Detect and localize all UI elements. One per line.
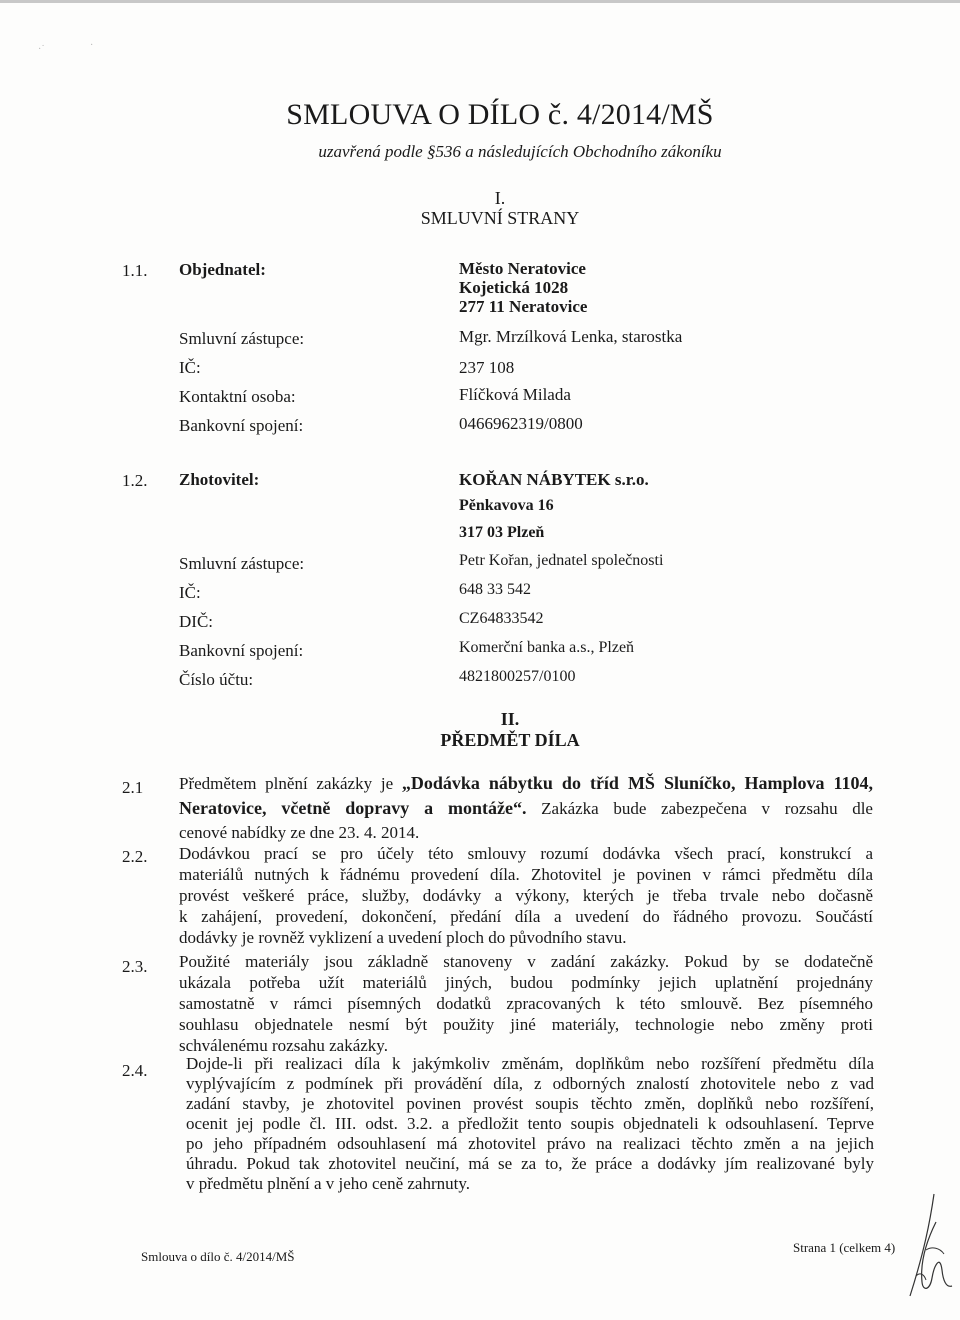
clause-line: dodávky je rovněž vyklizení a uvedení ploch do původního stavu. — [179, 928, 627, 947]
clause-text-bold: Neratovice, včetně dopravy a montáže“. — [179, 798, 527, 818]
clause-number: 2.2. — [122, 847, 148, 866]
field-value: 648 33 542 — [459, 581, 531, 598]
field-label: Bankovní spojení: — [179, 641, 304, 660]
clause-number: 2.3. — [122, 957, 148, 976]
party-city: 277 11 Neratovice — [459, 297, 588, 316]
field-label: DIČ: — [179, 612, 213, 631]
party-city: 317 03 Plzeň — [459, 524, 545, 541]
clause-line: po jeho případném odsouhlasení má zhotovitel právo na realizaci těchto změn a na jejich — [186, 1134, 874, 1153]
field-value: Mgr. Mrzílková Lenka, starostka — [459, 327, 683, 346]
handwritten-initials-signature — [896, 1192, 956, 1302]
clause-line: provést veškeré práce, služby, dodávky a výkony, kterých je třeba trvale nebo dočasně — [179, 886, 873, 905]
party-name: Město Neratovice — [459, 259, 586, 278]
clause-line: Dojde-li při realizaci díla k jakýmkoliv změnám, doplňkům nebo rozšíření předmětu díla — [186, 1054, 874, 1073]
clause-2-1 — [179, 771, 873, 845]
scan-edge-line — [0, 0, 960, 3]
field-value: 4821800257/0100 — [459, 668, 576, 685]
scan-speck: ·˙ — [38, 44, 45, 55]
party-street: Kojetická 1028 — [459, 278, 569, 297]
field-value: Petr Kořan, jednatel společnosti — [459, 552, 664, 569]
field-value: 237 108 — [459, 358, 515, 377]
clause-text: Předmětem plnění zakázky je — [179, 774, 402, 793]
clause-number: 2.1 — [122, 778, 144, 797]
field-label: Smluvní zástupce: — [179, 329, 305, 348]
field-label: Smluvní zástupce: — [179, 554, 305, 573]
clause-2-2 — [179, 843, 873, 948]
section-number: I. — [494, 188, 506, 208]
clause-line: v předmětu plnění a v jeho ceně zahrnuty. — [186, 1174, 471, 1193]
clause-text: Zakázka bude zabezpečena v rozsahu dle — [526, 799, 873, 818]
clause-line: k zahájení, provedení, dokončení, předání díla a uvedení do řádného provozu. Součástí — [179, 907, 873, 926]
clause-number: 2.4. — [122, 1061, 148, 1080]
party-name: KOŘAN NÁBYTEK s.r.o. — [459, 470, 649, 489]
clause-line: souhlasu objednatele nesmí být použity jiné materiály, technologie nebo změny proti — [179, 1015, 873, 1034]
clause-line: schválenému rozsahu zakázky. — [179, 1036, 388, 1055]
section-title: PŘEDMĚT DÍLA — [440, 730, 580, 750]
field-value: 0466962319/0800 — [459, 414, 583, 433]
clause-line: ukázala potřeba užít materiálů jiných, budou podmínky jejich uplatnění projednány — [179, 973, 873, 992]
footer-page-number: Strana 1 (celkem 4) — [793, 1240, 896, 1255]
party-label-zhotovitel: Zhotovitel: — [179, 470, 260, 489]
scan-speck: · — [90, 40, 94, 51]
section-title: SMLUVNÍ STRANY — [420, 208, 580, 228]
clause-line: Použité materiály jsou základně stanoveny v zadání zakázky. Pokud by se dodatečně — [179, 952, 873, 971]
clause-line — [179, 771, 873, 796]
clause-2-3 — [179, 951, 873, 1056]
party-street: Pěnkavova 16 — [459, 497, 554, 514]
clause-line: ocenit jej podle čl. III. odst. 3.2. a předložit tento soupis objednateli k odsouhlasení. Teprve — [186, 1114, 874, 1133]
field-value: Komerční banka a.s., Plzeň — [459, 639, 635, 656]
field-value: Flíčková Milada — [459, 385, 571, 404]
clause-line: samostatně v rámci písemných dodatků zpracovaných k této smlouvě. Bez písemného — [179, 994, 873, 1013]
document-title: SMLOUVA O DÍLO č. 4/2014/MŠ — [286, 98, 714, 131]
footer-document-ref: Smlouva o dílo č. 4/2014/MŠ — [141, 1249, 295, 1264]
field-label: Kontaktní osoba: — [179, 387, 296, 406]
field-value: CZ64833542 — [459, 610, 544, 627]
clause-line: Dodávkou prací se pro účely této smlouvy rozumí dodávka všech prací, konstrukcí a — [179, 844, 873, 863]
clause-line: úhradu. Pokud tak zhotovitel neučiní, má se za to, že práce a dodávky jím realizované byly — [186, 1154, 874, 1173]
clause-2-4 — [186, 1054, 874, 1194]
clause-text-bold: „Dodávka nábytku do tříd MŠ Sluníčko, Hamplova 1104, — [401, 773, 873, 793]
section-number: II. — [500, 709, 520, 729]
field-label: IČ: — [179, 358, 201, 377]
document-subtitle: uzavřená podle §536 a následujících Obchodního zákoníku — [318, 142, 722, 161]
clause-line: zadání stavby, je zhotovitel povinen provést soupis těchto změn, doplňků nebo rozšíření, — [186, 1094, 874, 1113]
clause-line — [179, 796, 873, 821]
clause-line: materiálů nutných k řádnému provedení díla. Zhotovitel je povinen v rámci předmětu díla — [179, 865, 873, 884]
clause-number: 1.1. — [122, 261, 148, 280]
clause-line: vyplývajícím z podmínek při provádění díla, z odborných znalostí zhotovitele nebo z vad — [186, 1074, 874, 1093]
clause-line: cenové nabídky ze dne 23. 4. 2014. — [179, 823, 420, 842]
field-label: Číslo účtu: — [179, 670, 254, 689]
clause-number: 1.2. — [122, 471, 148, 490]
party-label-objednatel: Objednatel: — [179, 260, 266, 279]
field-label: Bankovní spojení: — [179, 416, 304, 435]
field-label: IČ: — [179, 583, 201, 602]
